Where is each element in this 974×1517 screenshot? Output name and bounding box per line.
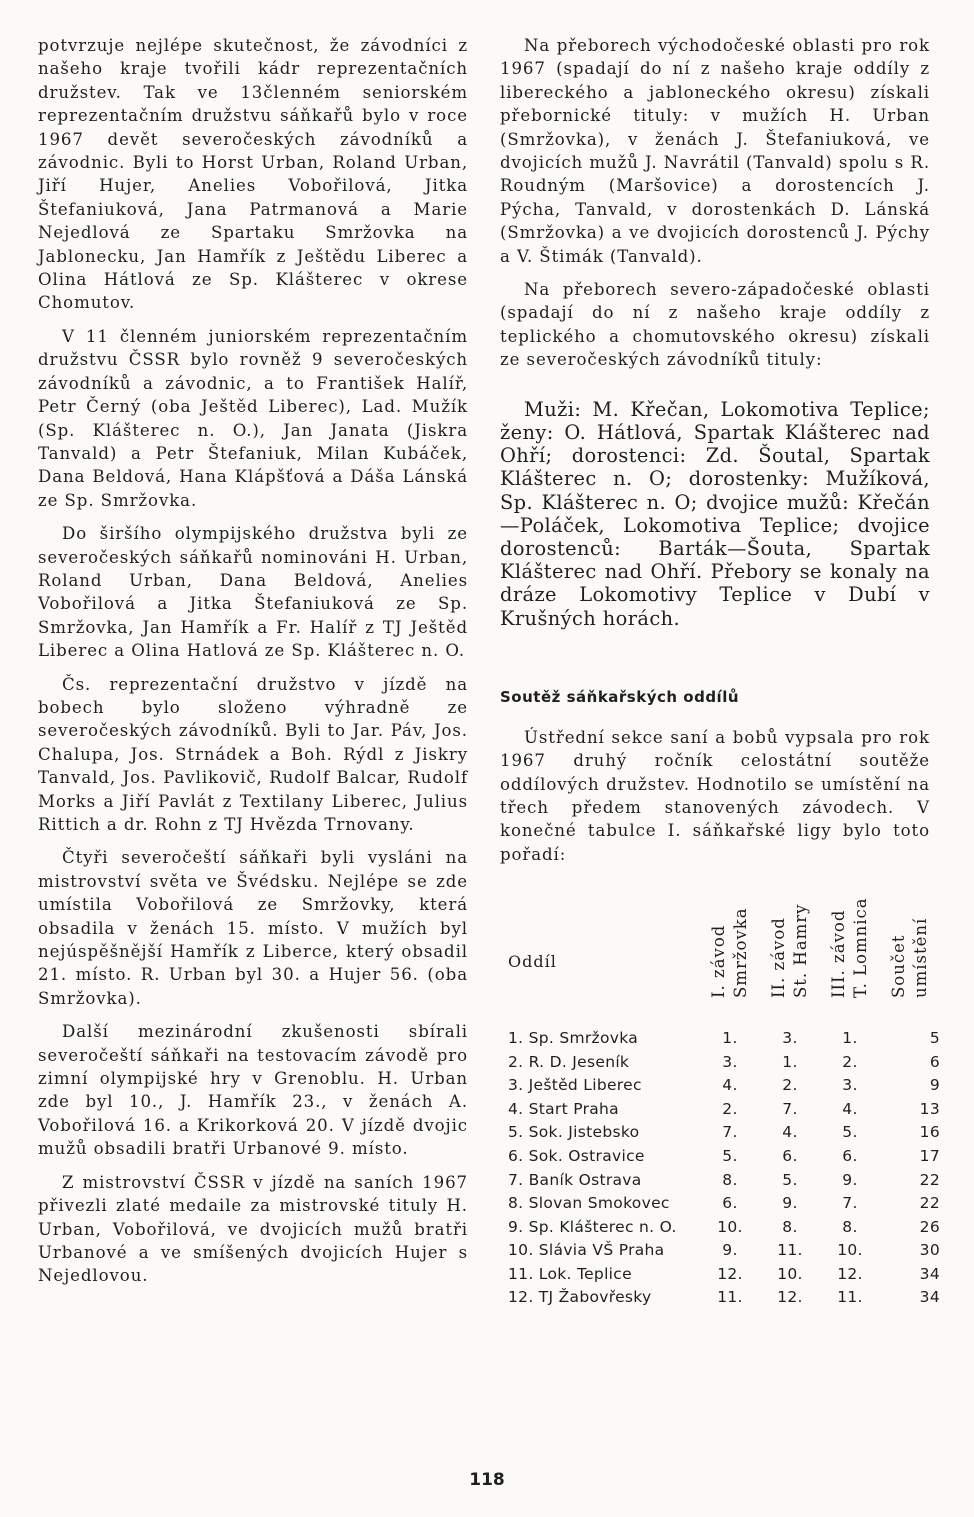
table-row: [500, 1026, 940, 1050]
race3-cell: 1.: [842, 1028, 858, 1047]
left-column: [38, 34, 468, 1298]
table-body: [500, 1026, 940, 1309]
club-cell: 8. Slovan Smokovec: [508, 1194, 670, 1213]
sum-cell: 30: [919, 1241, 940, 1260]
header-club: Oddíl: [508, 951, 557, 971]
race1-cell: 6.: [722, 1194, 738, 1213]
paragraph: V 11 členném juniorském reprezentačním družstvu ČSSR bylo rovněž 9 severočeských závodníků a závodnic, a to František Halíř, Petr Černý (oba Ještěd Liberec), Lad. Mužík (Sp. Klášterec n. O.), Jan Janata (Jiskra Tanvald) a Petr Štefaniuk, Milan Kubáček, Dana Beldová, Hana Klápšťová a Dáša Lánská ze Sp. Smržovka.: [38, 326, 468, 510]
league-table: [500, 896, 940, 1309]
race1-cell: 12.: [717, 1264, 743, 1283]
sum-cell: 9: [929, 1076, 940, 1095]
table-row: [500, 1097, 940, 1121]
race1-cell: 10.: [717, 1217, 743, 1236]
race2-cell: 9.: [782, 1194, 798, 1213]
sum-cell: 34: [919, 1264, 940, 1283]
section-intro: Ústřední sekce saní a bobů vypsala pro rok 1967 druhý ročník celostátní soutěže oddílových družstev. Hodnotilo se umístění na třech předem stanovených závodech. V konečné tabulce I. sáňkařské ligy bylo toto pořadí:: [500, 727, 930, 864]
sum-cell: 26: [919, 1217, 940, 1236]
race3-cell: 7.: [842, 1194, 858, 1213]
section-heading: Soutěž sáňkařských oddílů: [500, 687, 740, 706]
table-header-row: [500, 896, 940, 1026]
race3-cell: 9.: [842, 1170, 858, 1189]
race1-cell: 7.: [722, 1123, 738, 1142]
race2-cell: 11.: [777, 1241, 803, 1260]
race3-cell: 11.: [837, 1288, 863, 1307]
table-row: [500, 1286, 940, 1310]
table-row: [500, 1050, 940, 1074]
club-cell: 6. Sok. Ostravice: [508, 1146, 645, 1165]
race3-cell: 4.: [842, 1099, 858, 1118]
race2-cell: 3.: [782, 1028, 798, 1047]
race3-cell: 3.: [842, 1076, 858, 1095]
sum-cell: 34: [919, 1288, 940, 1307]
table-row: [500, 1073, 940, 1097]
race3-cell: 12.: [837, 1264, 863, 1283]
race1-cell: 1.: [722, 1028, 738, 1047]
race1-cell: 5.: [722, 1146, 738, 1165]
race2-cell: 12.: [777, 1288, 803, 1307]
header-race2: II. závod St. Hamry: [769, 903, 810, 999]
race2-cell: 4.: [782, 1123, 798, 1142]
sum-cell: 16: [919, 1123, 940, 1142]
sum-cell: 6: [929, 1052, 940, 1071]
sum-cell: 17: [919, 1146, 940, 1165]
club-cell: 1. Sp. Smržovka: [508, 1028, 639, 1047]
club-cell: 7. Baník Ostrava: [508, 1170, 642, 1189]
race2-cell: 7.: [782, 1099, 798, 1118]
sum-cell: 13: [919, 1099, 940, 1118]
page-number: 118: [469, 1470, 505, 1490]
race2-cell: 2.: [782, 1076, 798, 1095]
club-cell: 3. Ještěd Liberec: [508, 1076, 642, 1095]
club-cell: 10. Slávia VŠ Praha: [508, 1241, 665, 1260]
race3-cell: 8.: [842, 1217, 858, 1236]
race2-cell: 10.: [777, 1264, 803, 1283]
race3-cell: 10.: [837, 1241, 863, 1260]
paragraph: potvrzuje nejlépe skutečnost, že závodníci z našeho kraje tvořili kádr reprezentačních družstev. Tak ve 13členném seniorském reprezentačním družstvu sáňkařů bylo v roce 1967 devět severočeských závodníků a závodnic. Byli to Horst Urban, Roland Urban, Jiří Hujer, Anelies Vobořilová, Jitka Štefaniuková, Jana Patrmanová a Marie Nejedlová ze Spartaku Smržovka na Jablonecku, Jan Hamřík z Ještědu Liberec a Olina Hátlová ze Sp. Klášterec v okrese Chomutov.: [38, 36, 468, 313]
header-race3: III. závod T. Lomnica: [829, 897, 870, 999]
club-cell: 5. Sok. Jistebsko: [508, 1123, 640, 1142]
table-row: [500, 1168, 940, 1192]
race1-cell: 8.: [722, 1170, 738, 1189]
right-column: [500, 34, 940, 1309]
paragraph: Do širšího olympijského družstva byli ze severočeských sáňkařů nominováni H. Urban, Roland Urban, Dana Beldová, Anelies Vobořilová a Jitka Štefaniuková ze Sp. Smržovka, Jan Hamřík a Fr. Halíř z TJ Ještěd Liberec a Olina Hatlová ze Sp. Klášterec n. O.: [38, 524, 468, 661]
paragraph: Čtyři severočeští sáňkaři byli vysláni na mistrovství světa ve Švédsku. Nejlépe se zde umístila Vobořilová ze Smržovky, která obsadila v ženách 15. místo. V mužích byl nejúspěšnější Hamřík z Liberce, který obsadil 21. místo. R. Urban byl 30. a Hujer 56. (oba Smržovka).: [38, 848, 468, 1008]
race2-cell: 8.: [782, 1217, 798, 1236]
table-row: [500, 1144, 940, 1168]
table-row: [500, 1215, 940, 1239]
club-cell: 12. TJ Žabovřesky: [508, 1288, 652, 1307]
race2-cell: 1.: [782, 1052, 798, 1071]
sum-cell: 22: [919, 1170, 940, 1189]
header-sum: Součet umístění: [889, 917, 930, 999]
table-row: [500, 1121, 940, 1145]
race1-cell: 9.: [722, 1241, 738, 1260]
race3-cell: 6.: [842, 1146, 858, 1165]
paragraph: Další mezinárodní zkušenosti sbírali severočeští sáňkaři na testovacím závodě pro zimní olympijské hry v Grenoblu. H. Urban zde byl 10., J. Hamřík 23., v ženách A. Vobořilová 16. a Krikorková 20. V jízdě dvojic mužů obsadili bratři Urbanové 9. místo.: [38, 1022, 468, 1159]
race1-cell: 4.: [722, 1076, 738, 1095]
table-row: [500, 1262, 940, 1286]
paragraph: Na přeborech severo-západočeské oblasti (spadají do ní z našeho kraje oddíly z teplického a chomutovského okresu) získali ze severočeských závodníků tituly:: [500, 280, 930, 370]
race3-cell: 2.: [842, 1052, 858, 1071]
paragraph: Čs. reprezentační družstvo v jízdě na bobech bylo složeno výhradně ze severočeských závodníků. Byli to Jar. Páv, Jos. Chalupa, Jos. Strnádek a Boh. Rýdl z Jiskry Tanvald, Jos. Pavlikovič, Rudolf Balcar, Rudolf Morks a Jiří Pavlát z Textilany Liberec, Julius Rittich a dr. Rohn z TJ Hvězda Trnovany.: [38, 674, 468, 834]
race1-cell: 2.: [722, 1099, 738, 1118]
paragraph: Z mistrovství ČSSR v jízdě na saních 1967 přivezli zlaté medaile za mistrovské tituly H. Urban, Vobořilová, ve dvojicích mužů bratři Urbanové a ve smíšených dvojicích Hujer s Nejedlovou.: [38, 1172, 468, 1286]
race1-cell: 3.: [722, 1052, 738, 1071]
sum-cell: 5: [929, 1028, 940, 1047]
table-row: [500, 1191, 940, 1215]
race1-cell: 11.: [717, 1288, 743, 1307]
results-block: Muži: M. Křečan, Lokomotiva Teplice; ženy: O. Hátlová, Spartak Klášterec nad Ohří; dorostenci: Zd. Šoutal, Spartak Klášterec n. O; dorostenky: Mužíková, Sp. Klášterec n. O; dvojice mužů: Křečán—Poláček, Lokomotiva Teplice; dvojice dorostenců: Barták—Šouta, Spartak Klášterec nad Ohří. Přebory se konaly na dráze Lokomotivy Teplice v Dubí v Krušných horách.: [500, 397, 930, 630]
club-cell: 4. Start Praha: [508, 1099, 619, 1118]
sum-cell: 22: [919, 1194, 940, 1213]
club-cell: 2. R. D. Jeseník: [508, 1052, 630, 1071]
race3-cell: 5.: [842, 1123, 858, 1142]
club-cell: 11. Lok. Teplice: [508, 1264, 632, 1283]
paragraph: Na přeborech východočeské oblasti pro rok 1967 (spadají do ní z našeho kraje oddíly z libereckého a jabloneckého okresu) získali přebornické tituly: v mužích H. Urban (Smržovka), v ženách J. Štefaniuková, ve dvojicích mužů J. Navrátil (Tanvald) spolu s R. Roudným (Maršovice) a dorostencích J. Pýcha, Tanvald, v dorostenkách D. Lánská (Smržovka) a ve dvojicích dorostenců J. Pýchy a V. Štimák (Tanvald).: [500, 36, 930, 266]
race2-cell: 5.: [782, 1170, 798, 1189]
race2-cell: 6.: [782, 1146, 798, 1165]
club-cell: 9. Sp. Klášterec n. O.: [508, 1217, 677, 1236]
header-race1: I. závod Smržovka: [709, 907, 750, 999]
table-row: [500, 1239, 940, 1263]
